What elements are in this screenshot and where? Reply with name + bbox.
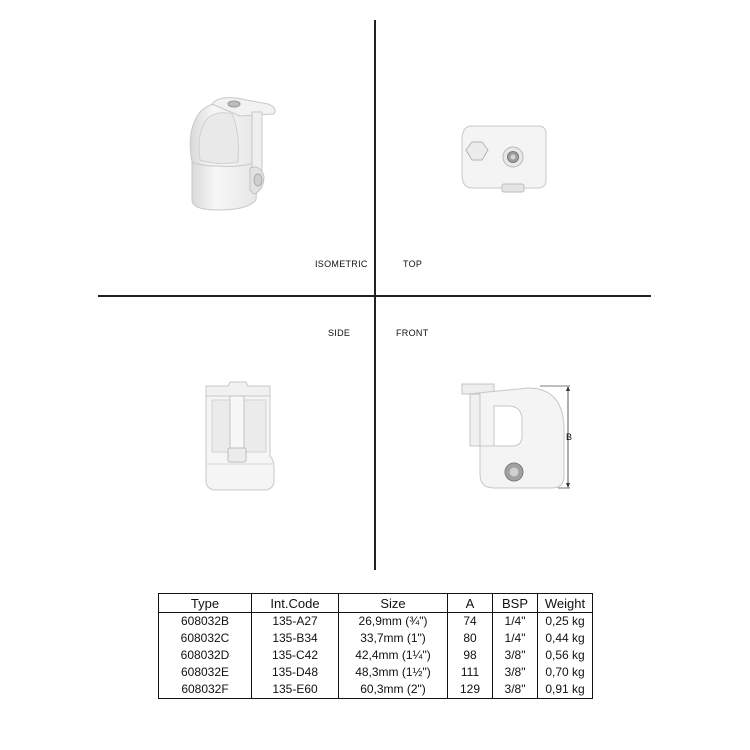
cell-size: 33,7mm (1") (339, 630, 448, 647)
cell-weight: 0,25 kg (538, 613, 593, 631)
label-front: FRONT (396, 328, 429, 338)
cell-weight: 0,91 kg (538, 681, 593, 699)
cell-bsp: 3/8" (493, 664, 538, 681)
label-isometric: ISOMETRIC (315, 259, 368, 269)
cell-size: 42,4mm (1¼") (339, 647, 448, 664)
cell-a: 98 (448, 647, 493, 664)
cell-int-code: 135-E60 (252, 681, 339, 699)
specification-table (158, 593, 593, 699)
cell-int-code: 135-C42 (252, 647, 339, 664)
cell-size: 60,3mm (2") (339, 681, 448, 699)
label-top: TOP (403, 259, 423, 269)
header-int-code: Int.Code (252, 594, 339, 613)
cell-weight: 0,44 kg (538, 630, 593, 647)
table-row (159, 647, 593, 664)
isometric-view-drawing (178, 90, 288, 215)
front-view-drawing (458, 380, 578, 495)
cell-type: 608032E (159, 664, 252, 681)
top-view-drawing (458, 122, 553, 197)
table-row (159, 664, 593, 681)
cell-int-code: 135-A27 (252, 613, 339, 631)
cell-type: 608032D (159, 647, 252, 664)
table-row (159, 681, 593, 699)
table-row (159, 630, 593, 647)
header-bsp: BSP (493, 594, 538, 613)
dimension-label-b: B (566, 432, 573, 442)
cell-int-code: 135-B34 (252, 630, 339, 647)
cell-size: 26,9mm (¾") (339, 613, 448, 631)
cell-bsp: 3/8" (493, 647, 538, 664)
cell-bsp: 1/4" (493, 630, 538, 647)
cell-a: 74 (448, 613, 493, 631)
table-row (159, 613, 593, 631)
cell-size: 48,3mm (1½") (339, 664, 448, 681)
cell-type: 608032F (159, 681, 252, 699)
cell-weight: 0,70 kg (538, 664, 593, 681)
header-type: Type (159, 594, 252, 613)
header-a: A (448, 594, 493, 613)
cell-int-code: 135-D48 (252, 664, 339, 681)
cell-bsp: 1/4" (493, 613, 538, 631)
horizontal-divider (98, 295, 651, 297)
header-weight: Weight (538, 594, 593, 613)
side-view-drawing (200, 380, 280, 495)
cell-bsp: 3/8" (493, 681, 538, 699)
table-header-row (159, 594, 593, 613)
cell-type: 608032B (159, 613, 252, 631)
cell-a: 80 (448, 630, 493, 647)
header-size: Size (339, 594, 448, 613)
cell-weight: 0,56 kg (538, 647, 593, 664)
label-side: SIDE (328, 328, 351, 338)
cell-type: 608032C (159, 630, 252, 647)
cell-a: 129 (448, 681, 493, 699)
cell-a: 111 (448, 664, 493, 681)
